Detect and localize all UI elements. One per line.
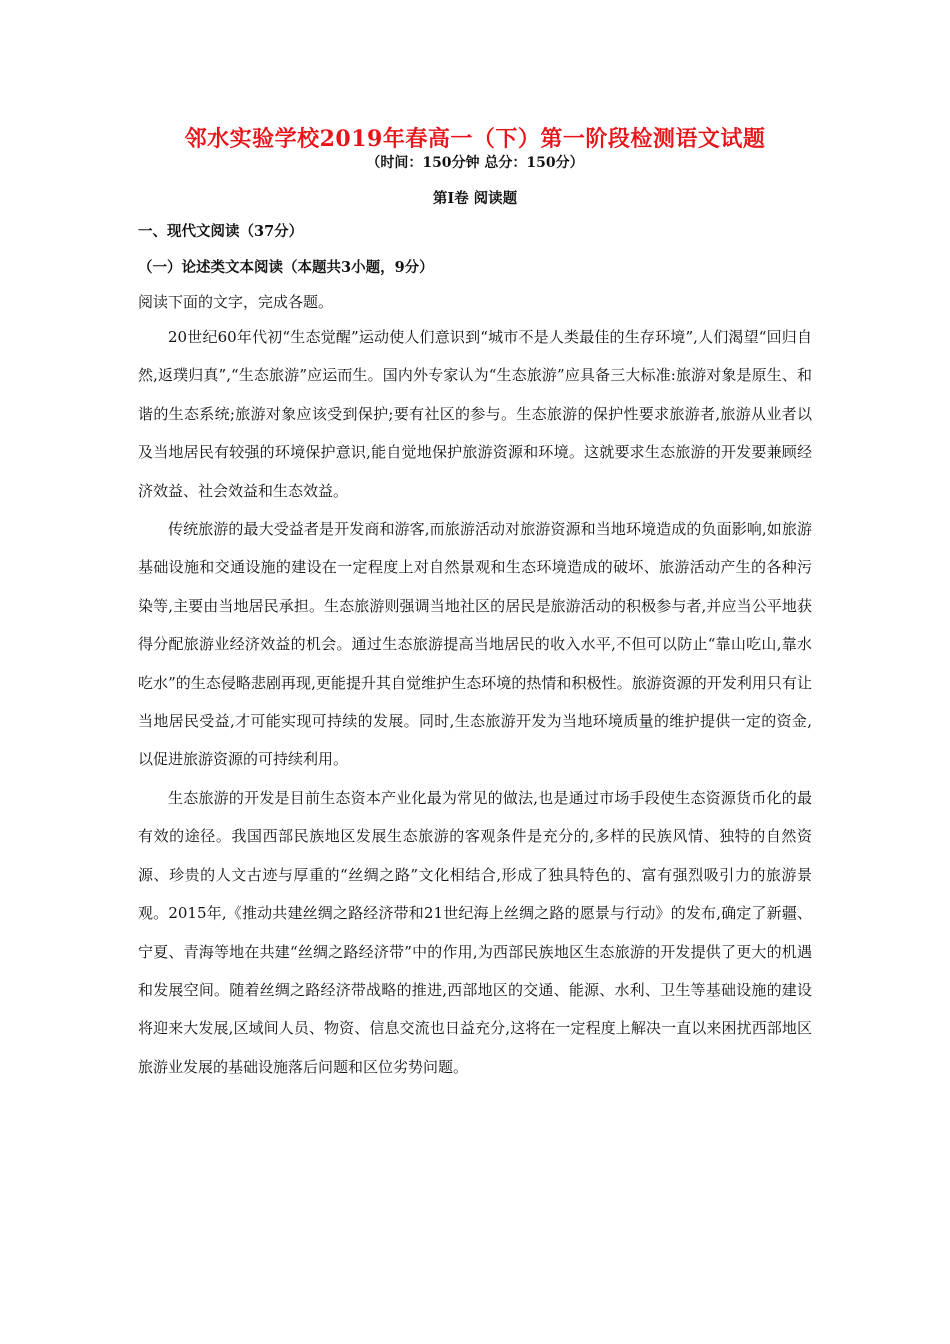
subsection-heading-argumentative: （一）论述类文本阅读（本题共3小题，9分） [138, 259, 434, 276]
passage-paragraph-3: 生态旅游的开发是目前生态资本产业化最为常见的做法,也是通过市场手段使生态资源货币化的最有效的途径。我国西部民族地区发展生态旅游的客观条件是充分的,多样的民族风情、独特的自然资源、珍贵的人文古迹与厚重的“丝绸之路”文化相结合,形成了独具特色的、富有强烈吸引力的旅游景观。2015年,《推动共建丝绸之路经济带和21世纪海上丝绸之路的愿景与行动》的发布,确定了新疆、宁夏、青海等地在共建“丝绸之路经济带”中的作用,为西部民族地区生态旅游的开发提供了更大的机遇和发展空间。随着丝绸之路经济带战略的推进,西部地区的交通、能源、水利、卫生等基础设施的建设将迎来大发展,区域间人员、物资、信息交流也日益充分,这将在一定程度上解决一直以来困扰西部地区旅游业发展的基础设施落后问题和区位劣势问题。 [138, 788, 812, 1076]
exam-time-and-score: （时间：150分钟 总分：150分） [366, 155, 584, 171]
reading-instruction: 阅读下面的文字，完成各题。 [138, 293, 334, 311]
passage-paragraph-1: 20世纪60年代初“生态觉醒”运动使人们意识到“城市不是人类最佳的生存环境”,人们渴望“回归自然,返璞归真”,“生态旅游”应运而生。国内外专家认为“生态旅游”应具备三大标准:旅游对象是原生、和谐的生态系统;旅游对象应该受到保护;要有社区的参与。生态旅游的保护性要求旅游者,旅游从业者以及当地居民有较强的环境保护意识,能自觉地保护旅游资源和环境。这就要求生态旅游的开发要兼顾经济效益、社会效益和生态效益。 [138, 328, 812, 500]
passage-paragraph-2: 传统旅游的最大受益者是开发商和游客,而旅游活动对旅游资源和当地环境造成的负面影响,如旅游基础设施和交通设施的建设在一定程度上对自然景观和生态环境造成的破坏、旅游活动产生的各种污染等,主要由当地居民承担。生态旅游则强调当地社区的居民是旅游活动的积极参与者,并应当公平地获得分配旅游业经济效益的机会。通过生态旅游提高当地居民的收入水平,不但可以防止“靠山吃山,靠水吃水”的生态侵略悲剧再现,更能提升其自觉维护生态环境的热情和积极性。旅游资源的开发利用只有让当地居民受益,才可能实现可持续的发展。同时,生态旅游开发为当地环境质量的维护提供一定的资金,以促进旅游资源的可持续利用。 [138, 520, 812, 769]
reading-passage [138, 318, 812, 1086]
exam-title: 邻水实验学校2019年春高一（下）第一阶段检测语文试题 [184, 126, 766, 152]
section-heading-modern-reading: 一、现代文阅读（37分） [138, 223, 304, 240]
volume-title: 第Ⅰ卷 阅读题 [432, 190, 518, 207]
